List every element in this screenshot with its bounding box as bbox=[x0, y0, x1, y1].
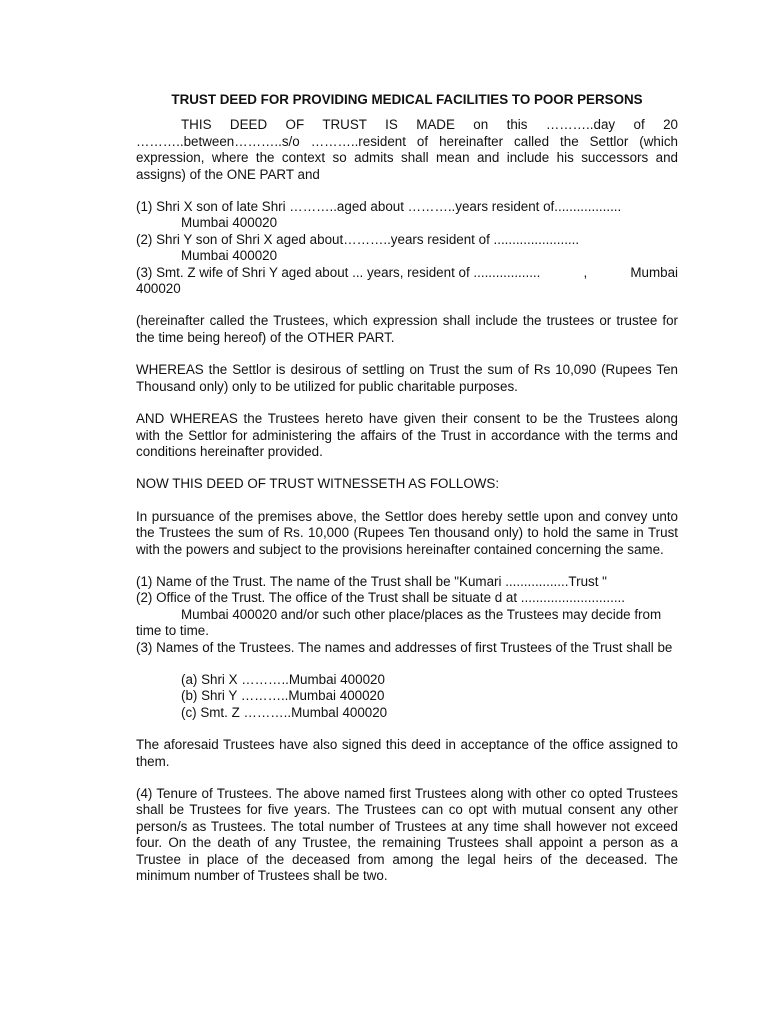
trustee-party-3-pincode: 400020 bbox=[136, 281, 181, 297]
intro-paragraph: THIS DEED OF TRUST IS MADE on this ………..day of 20 ………..between………..s/o ………..resident of hereinafter called the Settlor (which expression, where the context so admits shall mean and include his successors and assigns) of the ONE PART and bbox=[136, 117, 678, 182]
clause-name-of-trust: (1) Name of the Trust. The name of the Trust shall be "Kumari .................Trust " bbox=[136, 573, 607, 589]
trustee-party-1: (1) Shri X son of late Shri ………..aged about ………..years resident of.................. bbox=[136, 199, 622, 215]
trustee-party-2: (2) Shri Y son of Shri X aged about………..years resident of ....................... bbox=[136, 231, 580, 247]
list-item: (a) Shri X ………..Mumbai 400020 bbox=[181, 671, 385, 687]
trustee-party-1-address: Mumbai 400020 bbox=[181, 215, 278, 231]
and-whereas-paragraph: AND WHEREAS the Trustees hereto have given their consent to be the Trustees along with the Settlor for administering the affairs of the Trust in accordance with the terms and conditions hereinafter provided. bbox=[136, 411, 678, 459]
trustee-party-3-text: (3) Smt. Z wife of Shri Y aged about ... years, resident of .................. bbox=[136, 264, 541, 280]
document-body bbox=[136, 92, 678, 900]
trustee-parties bbox=[136, 199, 678, 297]
clause-names-of-trustees: (3) Names of the Trustees. The names and addresses of first Trustees of the Trust shall be bbox=[136, 639, 673, 655]
trustee-address-list bbox=[136, 672, 678, 721]
witnesseth-heading: NOW THIS DEED OF TRUST WITNESSETH AS FOLLOWS: bbox=[136, 476, 500, 492]
trustee-party-3 bbox=[136, 265, 678, 281]
clause-office-address: Mumbai 400020 and/or such other place/places as the Trustees may decide from bbox=[181, 606, 662, 622]
aforesaid-paragraph: The aforesaid Trustees have also signed this deed in acceptance of the office assigned to them. bbox=[136, 737, 678, 769]
pursuance-paragraph: In pursuance of the premises above, the Settlor does hereby settle upon and convey unto the Trustees the sum of Rs. 10,000 (Rupees Ten thousand only) to hold the same in Trust with the powers and subject to the provisions hereinafter contained concerning the same. bbox=[136, 508, 678, 557]
trustee-party-2-address: Mumbai 400020 bbox=[181, 248, 278, 264]
clauses-block bbox=[136, 574, 678, 656]
document-title: TRUST DEED FOR PROVIDING MEDICAL FACILITIES TO POOR PERSONS bbox=[171, 92, 643, 107]
list-item: (b) Shri Y ………..Mumbai 400020 bbox=[181, 688, 385, 704]
hereinafter-paragraph: (hereinafter called the Trustees, which expression shall include the trustees or trustee for the time being hereof) of the OTHER PART. bbox=[136, 313, 678, 345]
clause-office-of-trust: (2) Office of the Trust. The office of the Trust shall be situate d at ............................ bbox=[136, 590, 625, 606]
trustee-party-3-city: Mumbai bbox=[630, 264, 678, 280]
list-item: (c) Smt. Z ………..Mumbal 400020 bbox=[181, 704, 388, 720]
clause-office-continuation: time to time. bbox=[136, 623, 209, 639]
whereas-paragraph: WHEREAS the Settlor is desirous of settling on Trust the sum of Rs 10,090 (Rupees Ten Thousand only) only to be utilized for public charitable purposes. bbox=[136, 362, 678, 394]
trustee-party-3-comma: , bbox=[583, 264, 588, 280]
tenure-clause: (4) Tenure of Trustees. The above named first Trustees along with other co opted Trustees shall be Trustees for five years. The Trustees can co opt with mutual consent any other person/s as Trustees. The total number of Trustees at any time shall however not exceed four. On the death of any Trustee, the remaining Trustees shall appoint a person as a Trustee in place of the deceased from among the legal heirs of the deceased. The minimum number of Trustees shall be two. bbox=[136, 786, 678, 884]
